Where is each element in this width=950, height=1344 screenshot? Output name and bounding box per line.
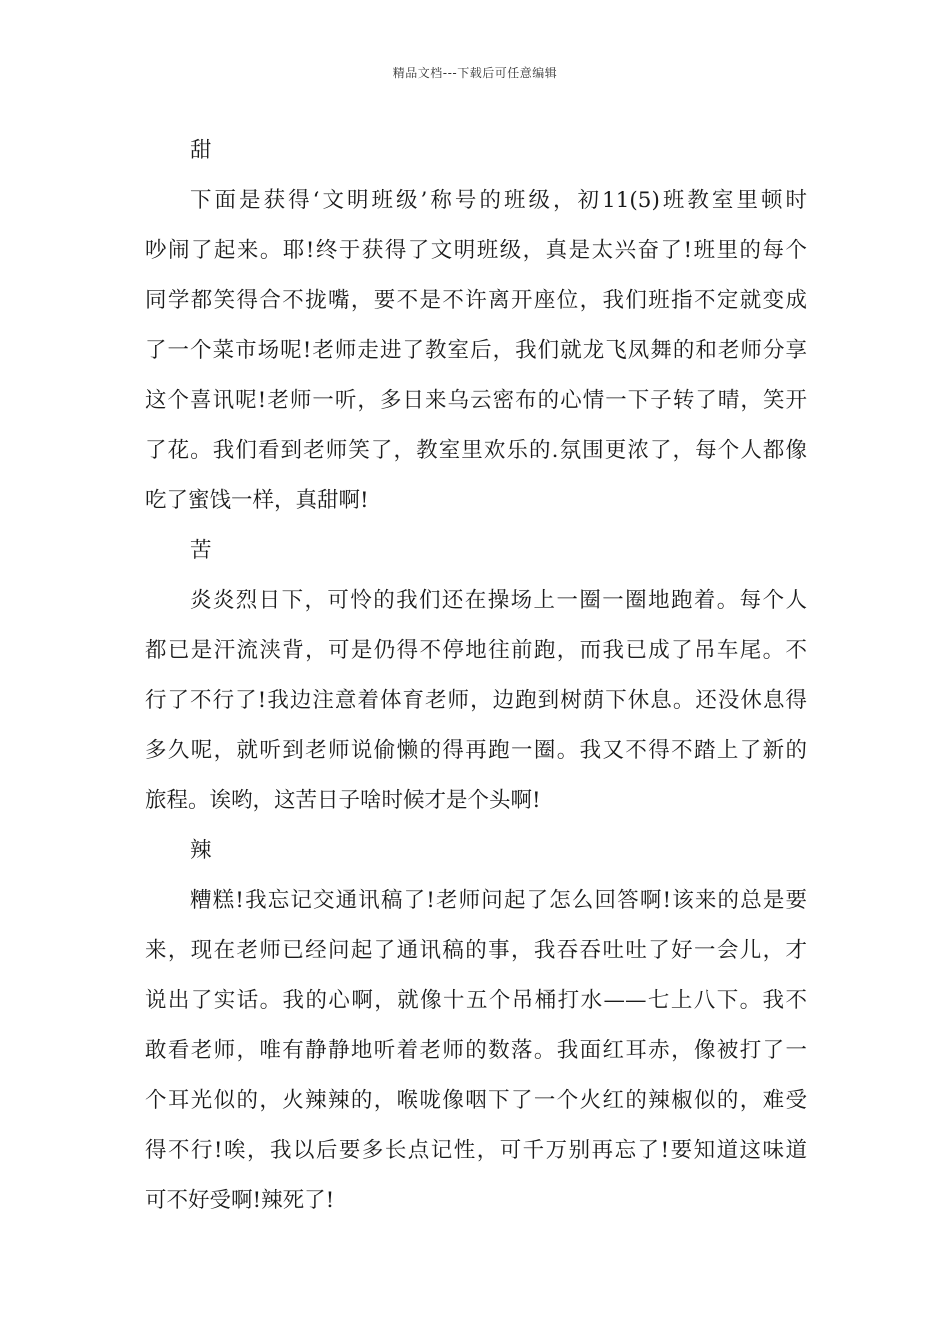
paragraph-line: 下面是获得‘文明班级’称号的班级，初11(5)班教室里顿时 (190, 188, 807, 213)
section-heading-bitter: 苦 (190, 538, 212, 563)
paragraph-line: 个耳光似的，火辣辣的，喉咙像咽下了一个火红的辣椒似的，难受 (145, 1088, 807, 1113)
document-body (145, 126, 807, 1226)
section-heading-sweet: 甜 (190, 138, 212, 163)
paragraph-line: 说出了实话。我的心啊，就像十五个吊桶打水——七上八下。我不 (145, 988, 807, 1013)
paragraph-line: 得不行!唉，我以后要多长点记性，可千万别再忘了!要知道这味道 (145, 1138, 807, 1163)
paragraph-line: 来，现在老师已经问起了通讯稿的事，我吞吞吐吐了好一会儿，才 (145, 938, 807, 963)
paragraph-line: 了花。我们看到老师笑了，教室里欢乐的.氛围更浓了，每个人都像 (145, 438, 807, 463)
paragraph-line: 同学都笑得合不拢嘴，要不是不许离开座位，我们班指不定就变成 (145, 288, 807, 313)
paragraph-line: 多久呢，就听到老师说偷懒的得再跑一圈。我又不得不踏上了新的 (145, 738, 807, 763)
paragraph-line: 可不好受啊!辣死了! (145, 1188, 335, 1213)
paragraph-line: 吵闹了起来。耶!终于获得了文明班级，真是太兴奋了!班里的每个 (145, 238, 807, 263)
paragraph-line: 吃了蜜饯一样，真甜啊! (145, 488, 369, 513)
paragraph-line: 了一个菜市场呢!老师走进了教室后，我们就龙飞凤舞的和老师分享 (145, 338, 807, 363)
paragraph-line: 敢看老师，唯有静静地听着老师的数落。我面红耳赤，像被打了一 (145, 1038, 807, 1063)
paragraph-line: 炎炎烈日下，可怜的我们还在操场上一圈一圈地跑着。每个人 (190, 588, 807, 613)
paragraph-line: 这个喜讯呢!老师一听，多日来乌云密布的心情一下子转了晴，笑开 (145, 388, 807, 413)
section-heading-spicy: 辣 (190, 838, 212, 863)
paragraph-line: 糟糕!我忘记交通讯稿了!老师问起了怎么回答啊!该来的总是要 (190, 888, 807, 913)
paragraph-line: 旅程。诶哟，这苦日子啥时候才是个头啊! (145, 788, 541, 813)
paragraph-line: 都已是汗流浃背，可是仍得不停地往前跑，而我已成了吊车尾。不 (145, 638, 807, 663)
page-header: 精品文档---下载后可任意编辑 (392, 66, 558, 80)
paragraph-line: 行了不行了!我边注意着体育老师，边跑到树荫下休息。还没休息得 (145, 688, 807, 713)
